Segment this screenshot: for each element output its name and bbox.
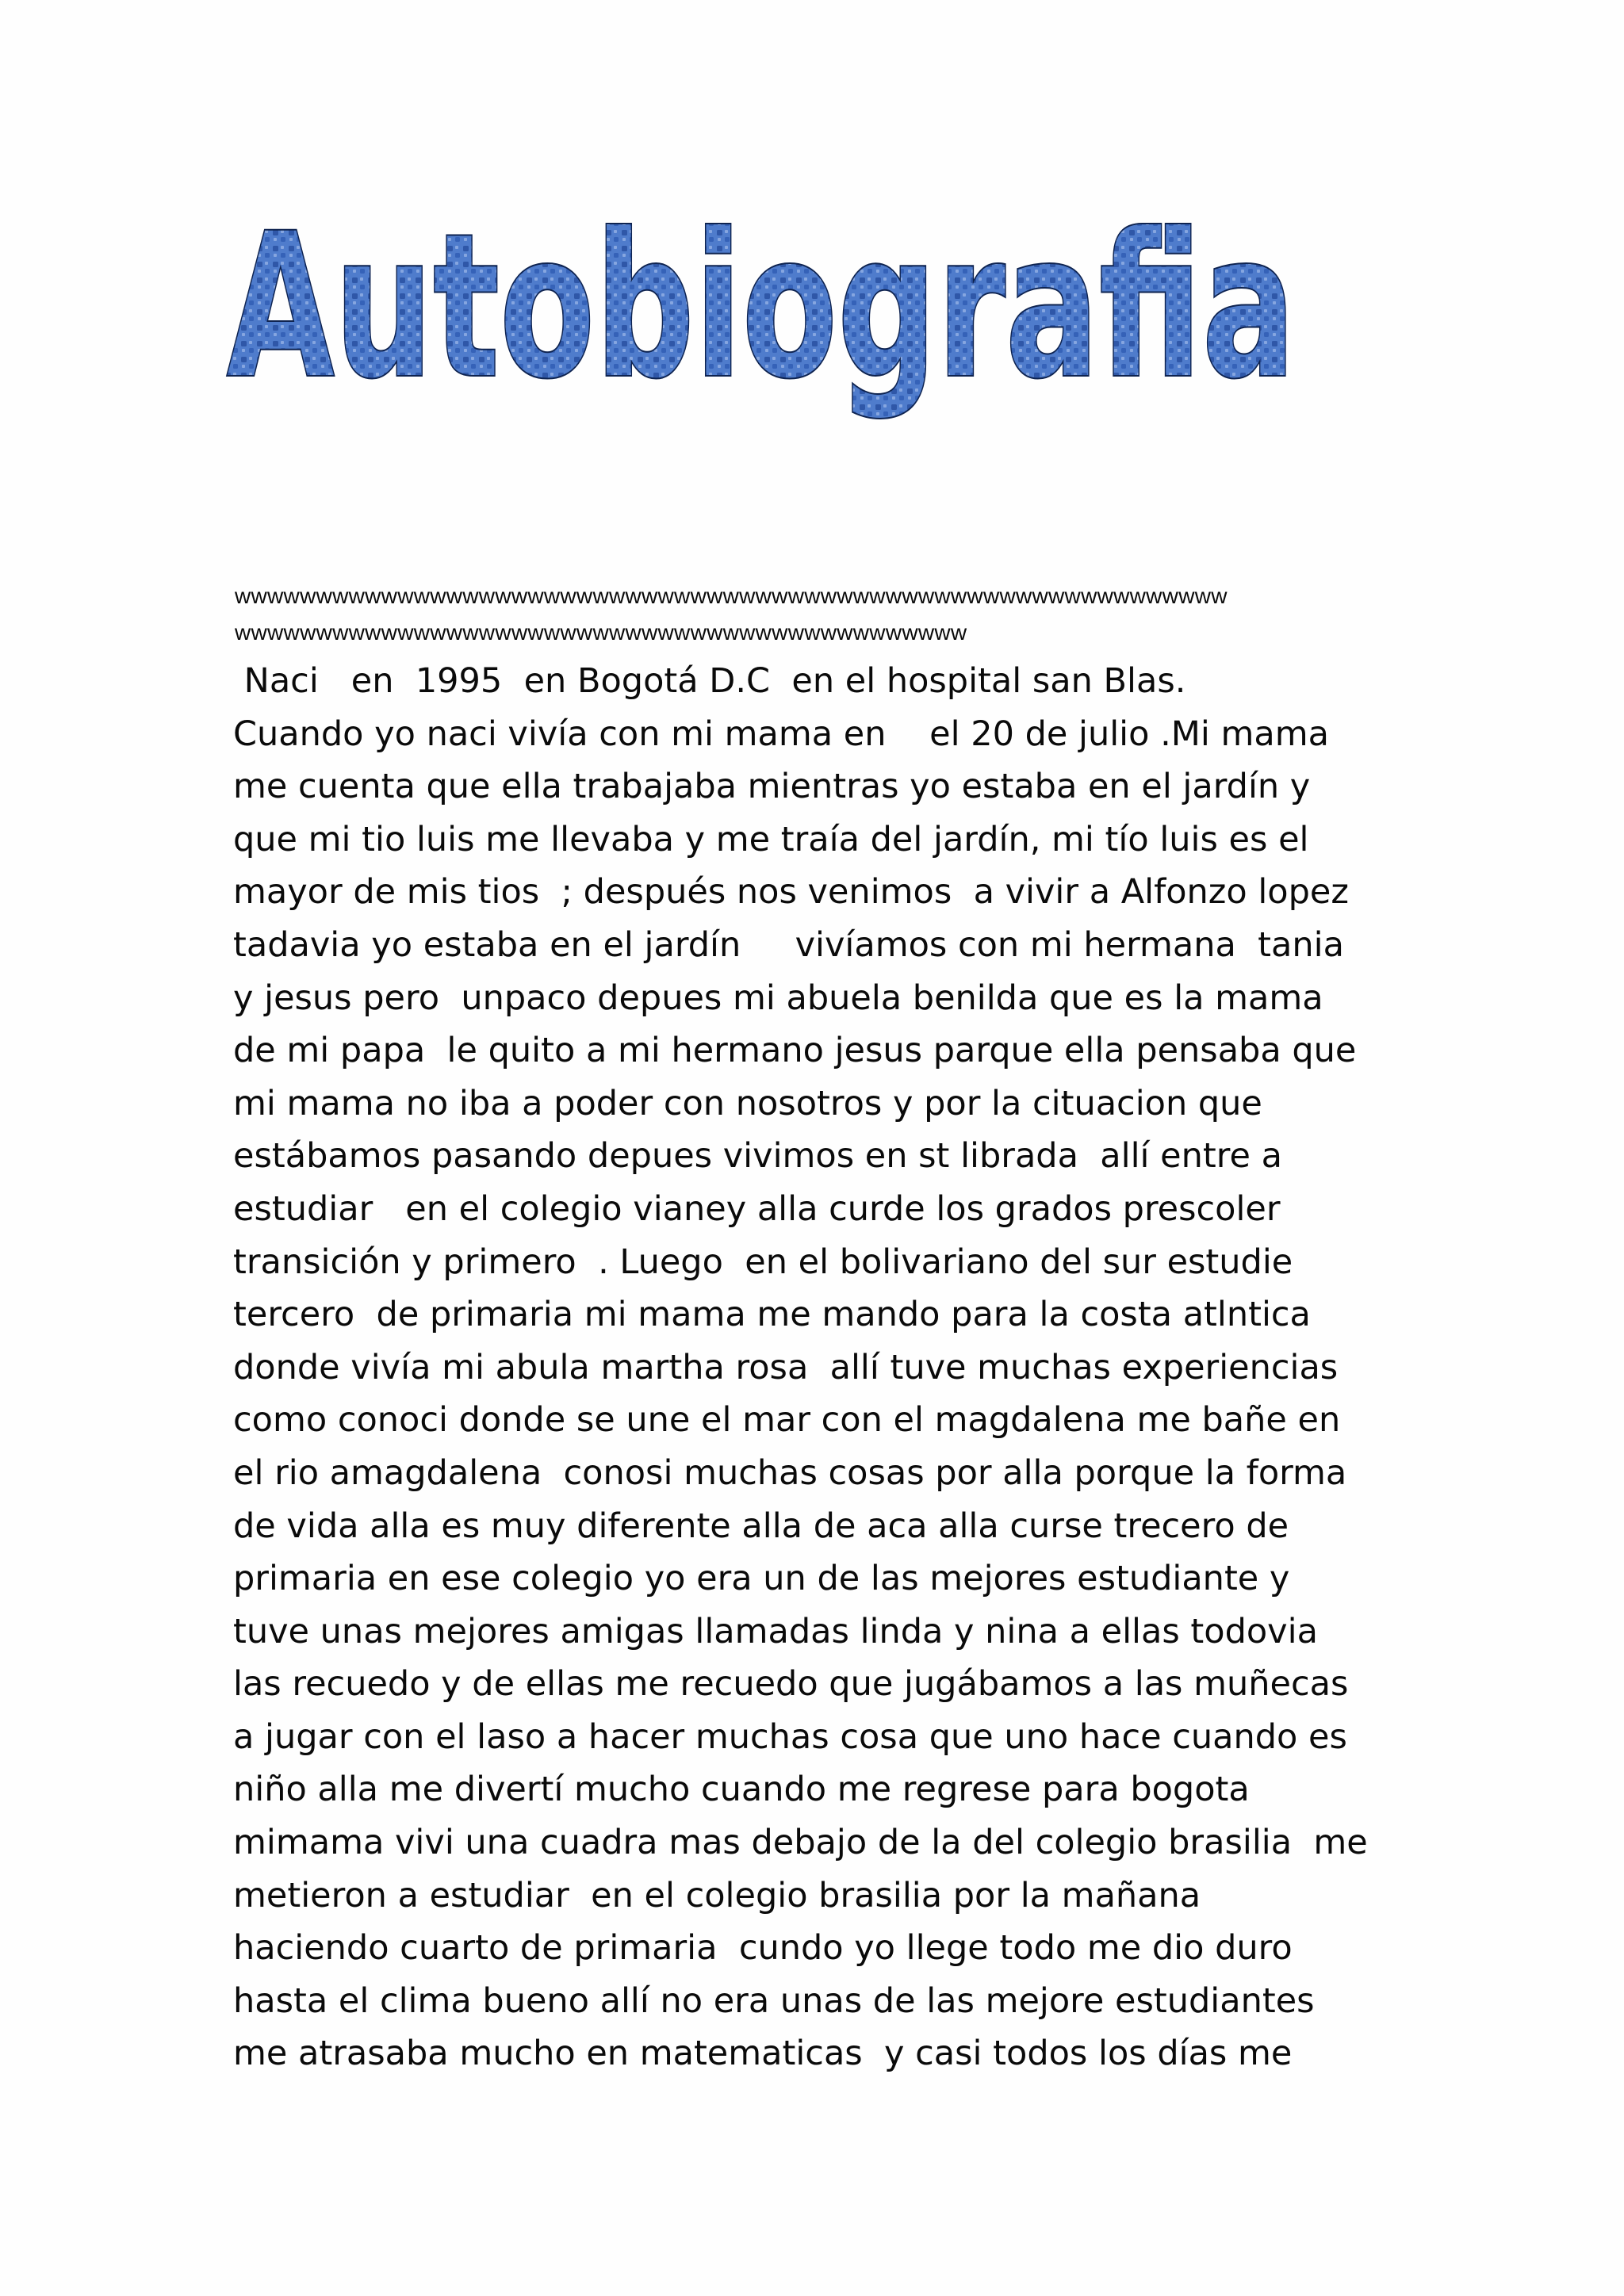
text-line: estábamos pasando depues vivimos en st librada allí entre a	[233, 1136, 1282, 1177]
wordart-title	[224, 191, 1302, 422]
text-line: Naci en 1995 en Bogotá D.C en el hospital san Blas.	[233, 661, 1186, 701]
text-line: las recuedo y de ellas me recuedo que jugábamos a las muñecas	[233, 1664, 1349, 1705]
text-line: niño alla me divertí mucho cuando me regrese para bogota	[233, 1770, 1250, 1810]
text-line: primaria en ese colegio yo era un de las mejores estudiante y	[233, 1559, 1290, 1599]
text-line: tadavia yo estaba en el jardín vivíamos con mi hermana tania	[233, 924, 1344, 965]
text-line: me cuenta que ella trabajaba mientras yo estaba en el jardín y	[233, 767, 1311, 807]
text-line: metieron a estudiar en el colegio brasilia por la mañana	[233, 1875, 1201, 1915]
text-line: transición y primero . Luego en el bolivariano del sur estudie	[233, 1242, 1293, 1282]
text-line: mimama vivi una cuadra mas debajo de la del colegio brasilia me	[233, 1823, 1368, 1863]
body-paragraph	[233, 655, 1407, 2080]
text-line: Cuando yo naci vivía con mi mama en el 20 de julio .Mi mama	[233, 714, 1329, 754]
filler-line-1: wwwwwwwwwwwwwwwwwwwwwwwwwwwwwwwwwwwwwwwwwwwwwwwwwwwwwwwwwwwww	[235, 584, 1228, 608]
text-line: mi mama no iba a poder con nosotros y por la cituacion que	[233, 1083, 1262, 1123]
text-line: de mi papa le quito a mi hermano jesus parque ella pensaba que	[233, 1031, 1357, 1071]
text-line: donde vivía mi abula martha rosa allí tuve muchas experiencias	[233, 1347, 1339, 1387]
text-line: haciendo cuarto de primaria cundo yo llege todo me dio duro	[233, 1928, 1293, 1969]
text-line: mayor de mis tios ; después nos venimos a vivir a Alfonzo lopez	[233, 872, 1349, 913]
text-line: hasta el clima bueno allí no era unas de las mejore estudiantes	[233, 1980, 1315, 2021]
text-line: estudiar en el colegio vianey alla curde los grados prescoler	[233, 1188, 1281, 1229]
text-line: tuve unas mejores amigas llamadas linda y nina a ellas todovia	[233, 1611, 1318, 1651]
filler-line-2: wwwwwwwwwwwwwwwwwwwwwwwwwwwwwwwwwwwwwwwwwwwww	[235, 620, 967, 645]
text-line: tercero de primaria mi mama me mando para la costa atlntica	[233, 1295, 1311, 1335]
text-line: como conoci donde se une el mar con el magdalena me bañe en	[233, 1400, 1341, 1441]
text-line: me atrasaba mucho en matematicas y casi todos los días me	[233, 2034, 1293, 2074]
text-line: y jesus pero unpaco depues mi abuela benilda que es la mama	[233, 978, 1323, 1018]
text-line: que mi tio luis me llevaba y me traía del jardín, mi tío luis es el	[233, 819, 1309, 859]
text-line: de vida alla es muy diferente alla de aca alla curse trecero de	[233, 1506, 1289, 1546]
text-line: el rio amagdalena conosi muchas cosas por alla porque la forma	[233, 1452, 1347, 1493]
text-line: a jugar con el laso a hacer muchas cosa que uno hace cuando es	[233, 1716, 1347, 1757]
wordart-title-text: Autobiografia	[227, 191, 1296, 422]
